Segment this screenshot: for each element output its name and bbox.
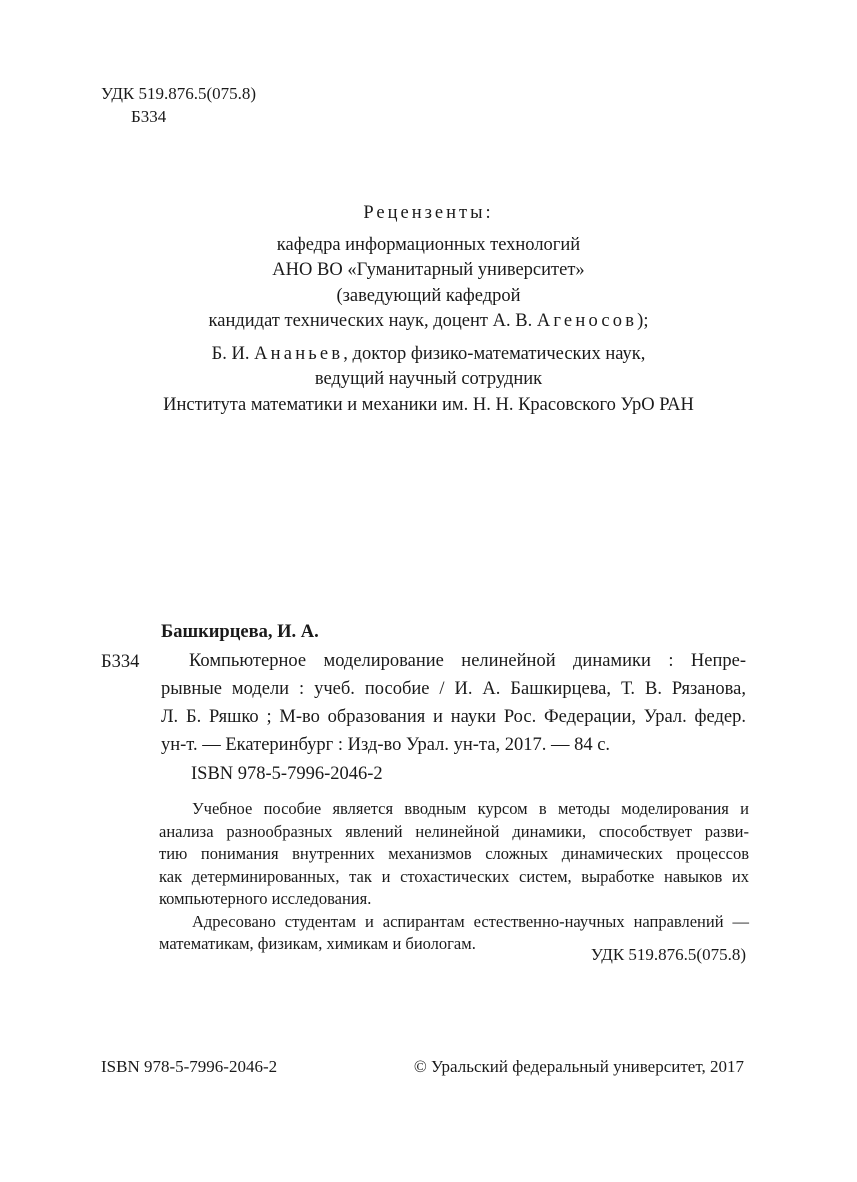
abstract-line: как детерминированных, так и стохастических систем, выработке навыков их bbox=[159, 866, 749, 886]
abstract bbox=[159, 798, 749, 956]
abstract-line: тию понимания внутренних механизмов сложных динамических процессов bbox=[159, 844, 749, 863]
abstract-line: компьютерного исследования. bbox=[159, 889, 372, 908]
footer-isbn: ISBN 978-5-7996-2046-2 bbox=[101, 1057, 278, 1076]
reviewer-line: АНО ВО «Гуманитарный университет» bbox=[272, 260, 585, 280]
record-bbk: Б334 bbox=[101, 652, 140, 672]
abstract-line: Адресовано студентам и аспирантам естественно-научных направлений — bbox=[192, 911, 749, 931]
record-line: ун-т. — Екатеринбург : Изд-во Урал. ун-та, 2017. — 84 с. bbox=[161, 735, 611, 755]
abstract-line: математикам, физикам, химикам и биологам. bbox=[159, 934, 476, 953]
reviewer-line: ведущий научный сотрудник bbox=[314, 369, 543, 389]
record-line: рывные модели : учеб. пособие / И. А. Башкирцева, Т. В. Рязанова, bbox=[161, 679, 746, 699]
abstract-udk: УДК 519.876.5(075.8) bbox=[590, 945, 746, 964]
record-author: Башкирцева, И. А. bbox=[161, 622, 319, 642]
abstract-line: анализа разнообразных явлений нелинейной динамики, способствует разви- bbox=[159, 821, 749, 841]
footer-copyright: © Уральский федеральный университет, 2017 bbox=[413, 1057, 744, 1076]
reviewer-line: кафедра информационных технологий bbox=[276, 234, 581, 255]
reviewer-text: кандидат технических наук, доцент А. В. bbox=[208, 311, 537, 331]
reviewers-block bbox=[0, 201, 857, 418]
record-description bbox=[161, 647, 746, 759]
reviewers-heading: Рецензенты: bbox=[363, 203, 494, 223]
udk-code-top: УДК 519.876.5(075.8) bbox=[101, 84, 257, 103]
reviewer-line bbox=[0, 342, 857, 368]
reviewer-name-spaced: Ананьев bbox=[254, 343, 344, 364]
bbk-code-top: Б334 bbox=[131, 107, 167, 126]
reviewer-line bbox=[0, 309, 857, 335]
reviewer-text: Б. И. bbox=[211, 343, 255, 364]
record-isbn: ISBN 978-5-7996-2046-2 bbox=[191, 764, 383, 784]
reviewer-line: (заведующий кафедрой bbox=[336, 285, 521, 306]
record-line: Л. Б. Ряшко ; М-во образования и науки Рос. Федерации, Урал. федер. bbox=[161, 707, 746, 727]
abstract-line: Учебное пособие является вводным курсом в методы моделирования и bbox=[192, 799, 749, 818]
reviewer-name-spaced: Агеносов bbox=[536, 311, 638, 331]
reviewer-line: Института математики и механики им. Н. Н. Красовского УрО РАН bbox=[163, 394, 694, 415]
reviewer-text: , доктор физико-математических наук, bbox=[343, 343, 646, 364]
reviewer-text: ); bbox=[637, 311, 649, 331]
record-line: Компьютерное моделирование нелинейной динамики : Непре- bbox=[189, 651, 746, 671]
